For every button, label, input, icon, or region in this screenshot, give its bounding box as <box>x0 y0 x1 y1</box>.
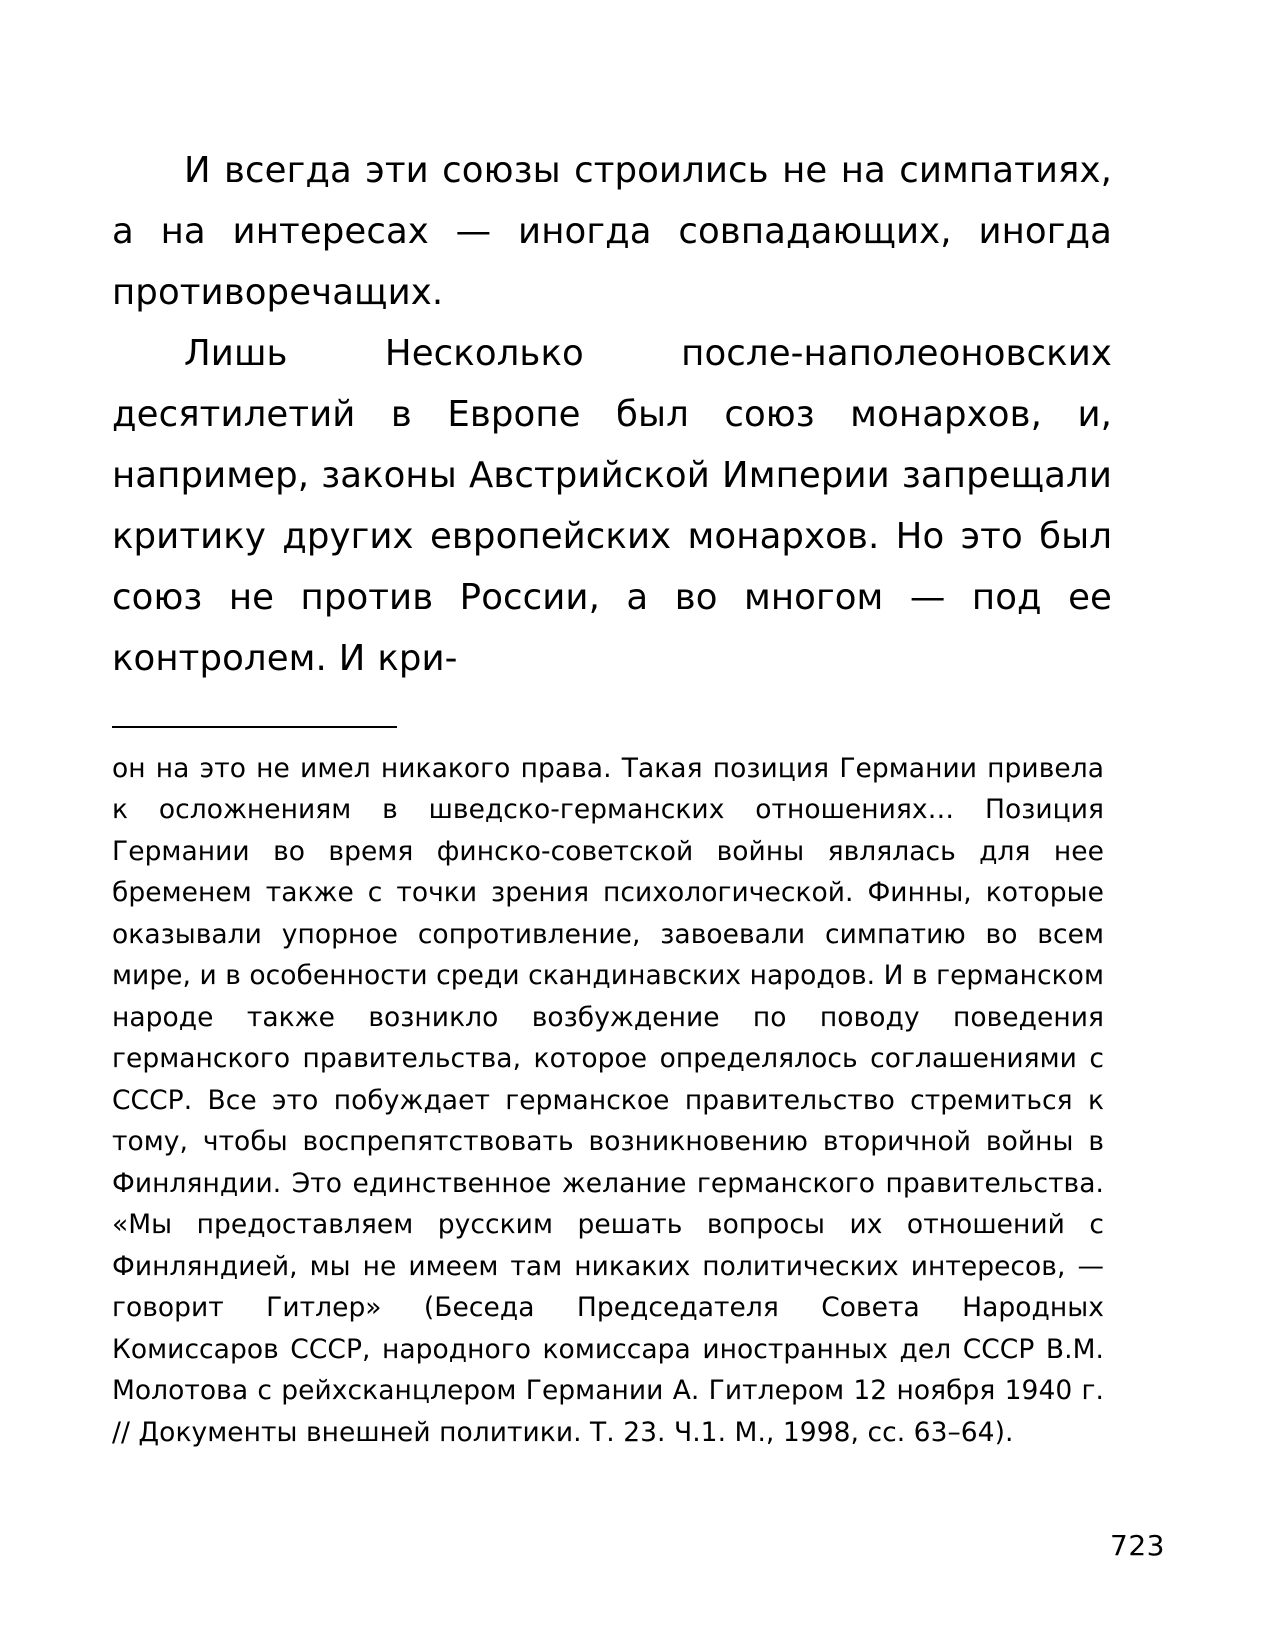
paragraph-2: Лишь Несколько после-наполеоновских десятилетий в Европе был союз монархов, и, например, законы Австрийской Империи запрещали критику других европейских монархов. Но это был союз не против России, а во многом — под ее контролем. И кри- <box>112 333 1112 680</box>
footnote-separator-rule <box>112 726 397 728</box>
body-text-block <box>112 140 1112 689</box>
page-number: 723 <box>1110 1529 1165 1562</box>
footnote-block <box>112 748 1104 1453</box>
footnote-text: он на это не имел никакого права. Такая позиция Германии привела к осложнениям в шведско-германских отношениях… Позиция Германии во время финско-советской войны являлась для нее бременем также с точки зрения психологической. Финны, которые оказывали упорное сопротивление, завоевали симпатию во всем мире, и в особенности среди скандинавских народов. И в германском народе также возникло возбуждение по поводу поведения германского правительства, которое определялось соглашениями с СССР. Все это побуждает германское правительство стремиться к тому, чтобы воспрепятствовать возникновению вторичной войны в Финляндии. Это единственное желание германского правительства. «Мы предоставляем русским решать вопросы их отношений с Финляндией, мы не имеем там никаких политических интересов, — говорит Гитлер» (Беседа Председателя Совета Народных Комиссаров СССР, народного комиссара иностранных дел СССР В.М. Молотова с рейхсканцлером Германии А. Гитлером 12 ноября 1940 г. // Документы внешней политики. Т. 23. Ч.1. М., 1998, сс. 63–64). <box>112 753 1104 1448</box>
paragraph-1: И всегда эти союзы строились не на симпатиях, а на интересах — иногда совпадающих, иногда противоречащих. <box>112 150 1112 314</box>
